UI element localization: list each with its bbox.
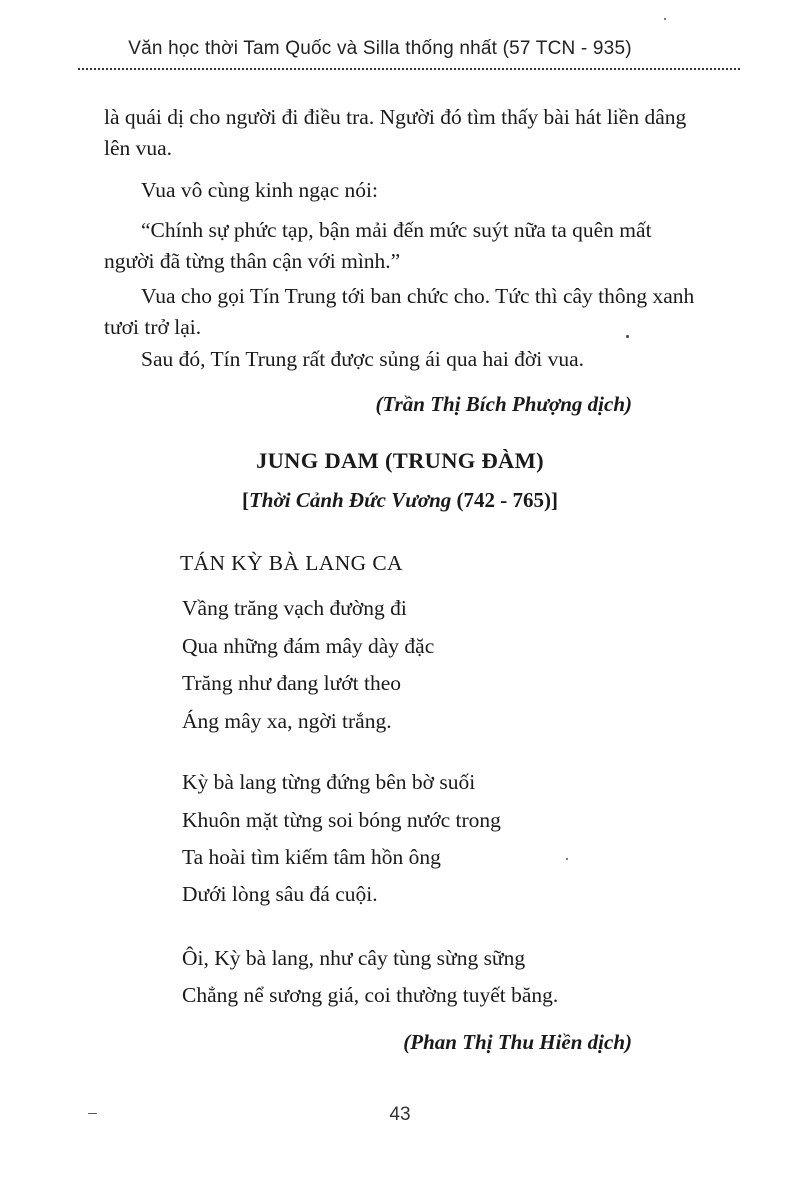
- verse-line: Qua những đám mây dày đặc: [182, 634, 435, 658]
- subtitle-years: (742 - 765)]: [451, 488, 559, 512]
- paragraph-4: Vua cho gọi Tín Trung tới ban chức cho. Tức thì cây thông xanh tươi trở lại.: [104, 284, 695, 339]
- running-header: Văn học thời Tam Quốc và Silla thống nhất (57 TCN - 935): [128, 38, 632, 59]
- scan-speck: [626, 335, 629, 338]
- paragraph-5: Sau đó, Tín Trung rất được sủng ái qua hai đời vua.: [141, 347, 585, 371]
- verse-line: Ôi, Kỳ bà lang, như cây tùng sừng sững: [182, 946, 526, 970]
- translator-credit-2: (Phan Thị Thu Hiền dịch): [403, 1030, 632, 1054]
- verse-line: Vầng trăng vạch đường đi: [182, 596, 407, 620]
- verse-line: Dưới lòng sâu đá cuội.: [182, 882, 378, 906]
- verse-line: Ta hoài tìm kiếm tâm hồn ông: [182, 845, 441, 869]
- section-subtitle: [0, 488, 800, 513]
- verse-line: Trăng như đang lướt theo: [182, 671, 402, 695]
- paragraph-2: Vua vô cùng kinh ngạc nói:: [141, 178, 378, 202]
- verse-line: Kỳ bà lang từng đứng bên bờ suối: [182, 770, 476, 794]
- poem-title: TÁN KỲ BÀ LANG CA: [180, 551, 403, 575]
- scan-speck: [566, 858, 568, 860]
- subtitle-bracket: [: [241, 488, 249, 512]
- verse-line: Khuôn mặt từng soi bóng nước trong: [182, 808, 501, 832]
- verse-line: Áng mây xa, ngời trắng.: [182, 709, 392, 733]
- paragraph-1: là quái dị cho người đi điều tra. Người đó tìm thấy bài hát liền dâng lên vua.: [104, 105, 687, 160]
- scan-speck: [664, 18, 666, 20]
- paragraph-3: “Chính sự phức tạp, bận mải đến mức suýt nữa ta quên mất người đã từng thân cận với mình.”: [104, 218, 652, 273]
- subtitle-reign: Thời Cảnh Đức Vương: [248, 488, 452, 512]
- scan-speck: [88, 1113, 97, 1114]
- section-title: JUNG DAM (TRUNG ĐÀM): [256, 448, 544, 473]
- verse-line: Chẳng nể sương giá, coi thường tuyết băng.: [182, 983, 559, 1007]
- header-dotted-rule: [78, 68, 740, 70]
- page-number: 43: [389, 1104, 411, 1125]
- translator-credit-1: (Trần Thị Bích Phượng dịch): [375, 392, 632, 416]
